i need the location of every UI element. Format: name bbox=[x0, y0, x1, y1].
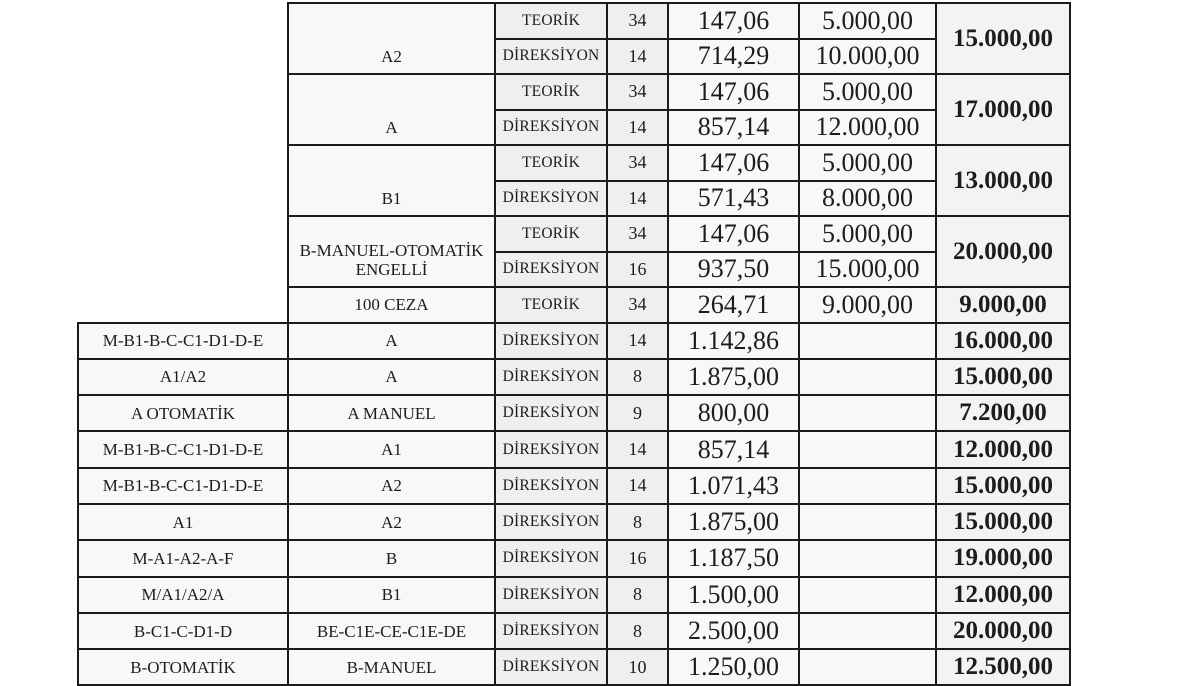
cell-lesson-hours: 10 bbox=[607, 649, 668, 685]
cell-lesson-hours: 34 bbox=[607, 74, 668, 110]
table-row bbox=[78, 323, 1070, 359]
cell-course-category: A bbox=[288, 323, 495, 359]
cell-lesson-type: DİREKSİYON bbox=[495, 359, 607, 395]
cell-amount bbox=[799, 649, 936, 685]
cell-group-total: 17.000,00 bbox=[936, 74, 1070, 145]
cell-lesson-type: DİREKSİYON bbox=[495, 504, 607, 540]
cell-lesson-type: DİREKSİYON bbox=[495, 39, 607, 75]
cell-unit-price: 147,06 bbox=[668, 3, 799, 39]
cell-amount: 15.000,00 bbox=[799, 252, 936, 288]
cell-amount: 5.000,00 bbox=[799, 216, 936, 252]
cell-lesson-type: TEORİK bbox=[495, 3, 607, 39]
cell-amount: 10.000,00 bbox=[799, 39, 936, 75]
cell-row-total: 16.000,00 bbox=[936, 323, 1070, 359]
cell-amount: 5.000,00 bbox=[799, 145, 936, 181]
cell-unit-price: 1.250,00 bbox=[668, 649, 799, 685]
cell-unit-price: 800,00 bbox=[668, 395, 799, 431]
cell-lesson-hours: 34 bbox=[607, 287, 668, 323]
cell-course-category: A2 bbox=[288, 3, 495, 74]
cell-course-category: B1 bbox=[288, 145, 495, 216]
cell-lesson-type: TEORİK bbox=[495, 216, 607, 252]
cell-unit-price: 714,29 bbox=[668, 39, 799, 75]
table-row bbox=[78, 395, 1070, 431]
cell-licence-held: M-B1-B-C-C1-D1-D-E bbox=[78, 431, 288, 467]
cell-unit-price: 1.875,00 bbox=[668, 359, 799, 395]
cell-amount bbox=[799, 613, 936, 649]
table-row bbox=[78, 359, 1070, 395]
cell-course-category: A2 bbox=[288, 468, 495, 504]
cell-lesson-hours: 9 bbox=[607, 395, 668, 431]
cell-amount: 9.000,00 bbox=[799, 287, 936, 323]
cell-row-total: 20.000,00 bbox=[936, 613, 1070, 649]
tuition-table-wrapper bbox=[77, 2, 1071, 686]
cell-lesson-hours: 16 bbox=[607, 540, 668, 576]
cell-course-category: BE-C1E-CE-C1E-DE bbox=[288, 613, 495, 649]
cell-lesson-type: DİREKSİYON bbox=[495, 252, 607, 288]
cell-course-category: 100 CEZA bbox=[288, 287, 495, 323]
cell-lesson-type: DİREKSİYON bbox=[495, 577, 607, 613]
cell-licence-held: A1/A2 bbox=[78, 359, 288, 395]
cell-licence-held: M-B1-B-C-C1-D1-D-E bbox=[78, 323, 288, 359]
cell-licence-held: M-A1-A2-A-F bbox=[78, 540, 288, 576]
cell-row-total: 12.500,00 bbox=[936, 649, 1070, 685]
cell-amount bbox=[799, 504, 936, 540]
cell-group-total: 20.000,00 bbox=[936, 216, 1070, 287]
cell-lesson-hours: 34 bbox=[607, 3, 668, 39]
cell-unit-price: 147,06 bbox=[668, 74, 799, 110]
table-row bbox=[78, 613, 1070, 649]
cell-licence-held: M/A1/A2/A bbox=[78, 577, 288, 613]
cell-amount bbox=[799, 468, 936, 504]
table-row bbox=[78, 468, 1070, 504]
empty-left-spacer bbox=[78, 3, 288, 323]
cell-course-category: B-MANUEL bbox=[288, 649, 495, 685]
cell-course-category: A MANUEL bbox=[288, 395, 495, 431]
cell-course-category: B bbox=[288, 540, 495, 576]
cell-amount bbox=[799, 577, 936, 613]
cell-lesson-type: DİREKSİYON bbox=[495, 613, 607, 649]
cell-course-category: B1 bbox=[288, 577, 495, 613]
table-row bbox=[78, 649, 1070, 685]
cell-unit-price: 1.500,00 bbox=[668, 577, 799, 613]
cell-course-category: A2 bbox=[288, 504, 495, 540]
table-row bbox=[78, 540, 1070, 576]
cell-unit-price: 857,14 bbox=[668, 431, 799, 467]
cell-lesson-hours: 14 bbox=[607, 468, 668, 504]
cell-lesson-hours: 8 bbox=[607, 613, 668, 649]
cell-lesson-type: DİREKSİYON bbox=[495, 181, 607, 217]
cell-row-total: 15.000,00 bbox=[936, 504, 1070, 540]
cell-lesson-type: DİREKSİYON bbox=[495, 110, 607, 146]
cell-lesson-type: TEORİK bbox=[495, 287, 607, 323]
cell-lesson-hours: 14 bbox=[607, 181, 668, 217]
table-row bbox=[78, 504, 1070, 540]
cell-row-total: 9.000,00 bbox=[936, 287, 1070, 323]
cell-lesson-type: DİREKSİYON bbox=[495, 431, 607, 467]
cell-course-category: A bbox=[288, 359, 495, 395]
cell-licence-held: B-C1-C-D1-D bbox=[78, 613, 288, 649]
cell-unit-price: 937,50 bbox=[668, 252, 799, 288]
cell-unit-price: 2.500,00 bbox=[668, 613, 799, 649]
cell-unit-price: 1.875,00 bbox=[668, 504, 799, 540]
cell-row-total: 19.000,00 bbox=[936, 540, 1070, 576]
cell-row-total: 12.000,00 bbox=[936, 431, 1070, 467]
cell-amount bbox=[799, 323, 936, 359]
cell-unit-price: 1.071,43 bbox=[668, 468, 799, 504]
tuition-table bbox=[77, 2, 1071, 686]
cell-lesson-type: DİREKSİYON bbox=[495, 323, 607, 359]
cell-unit-price: 147,06 bbox=[668, 145, 799, 181]
cell-lesson-hours: 16 bbox=[607, 252, 668, 288]
cell-lesson-hours: 14 bbox=[607, 431, 668, 467]
cell-unit-price: 571,43 bbox=[668, 181, 799, 217]
cell-unit-price: 1.142,86 bbox=[668, 323, 799, 359]
cell-amount: 12.000,00 bbox=[799, 110, 936, 146]
cell-licence-held: M-B1-B-C-C1-D1-D-E bbox=[78, 468, 288, 504]
cell-licence-held: B-OTOMATİK bbox=[78, 649, 288, 685]
cell-group-total: 13.000,00 bbox=[936, 145, 1070, 216]
cell-lesson-type: DİREKSİYON bbox=[495, 395, 607, 431]
cell-amount bbox=[799, 395, 936, 431]
table-row bbox=[78, 431, 1070, 467]
cell-unit-price: 1.187,50 bbox=[668, 540, 799, 576]
cell-row-total: 15.000,00 bbox=[936, 359, 1070, 395]
cell-group-total: 15.000,00 bbox=[936, 3, 1070, 74]
cell-lesson-hours: 14 bbox=[607, 323, 668, 359]
cell-amount: 5.000,00 bbox=[799, 74, 936, 110]
cell-unit-price: 857,14 bbox=[668, 110, 799, 146]
cell-licence-held: A1 bbox=[78, 504, 288, 540]
cell-course-category: A1 bbox=[288, 431, 495, 467]
cell-lesson-hours: 8 bbox=[607, 504, 668, 540]
table-row bbox=[78, 3, 1070, 39]
tuition-table-body bbox=[78, 3, 1070, 685]
cell-lesson-type: TEORİK bbox=[495, 74, 607, 110]
cell-amount bbox=[799, 540, 936, 576]
table-row bbox=[78, 577, 1070, 613]
cell-row-total: 7.200,00 bbox=[936, 395, 1070, 431]
cell-lesson-type: DİREKSİYON bbox=[495, 649, 607, 685]
cell-amount: 8.000,00 bbox=[799, 181, 936, 217]
cell-lesson-hours: 34 bbox=[607, 145, 668, 181]
cell-lesson-hours: 8 bbox=[607, 577, 668, 613]
cell-lesson-type: TEORİK bbox=[495, 145, 607, 181]
cell-course-category: A bbox=[288, 74, 495, 145]
cell-row-total: 15.000,00 bbox=[936, 468, 1070, 504]
cell-row-total: 12.000,00 bbox=[936, 577, 1070, 613]
cell-amount: 5.000,00 bbox=[799, 3, 936, 39]
cell-lesson-hours: 14 bbox=[607, 110, 668, 146]
cell-lesson-type: DİREKSİYON bbox=[495, 540, 607, 576]
cell-amount bbox=[799, 431, 936, 467]
cell-licence-held: A OTOMATİK bbox=[78, 395, 288, 431]
cell-lesson-hours: 14 bbox=[607, 39, 668, 75]
cell-amount bbox=[799, 359, 936, 395]
cell-unit-price: 147,06 bbox=[668, 216, 799, 252]
cell-lesson-type: DİREKSİYON bbox=[495, 468, 607, 504]
cell-lesson-hours: 34 bbox=[607, 216, 668, 252]
cell-unit-price: 264,71 bbox=[668, 287, 799, 323]
cell-lesson-hours: 8 bbox=[607, 359, 668, 395]
cell-course-category: B-MANUEL-OTOMATİK ENGELLİ bbox=[288, 216, 495, 287]
